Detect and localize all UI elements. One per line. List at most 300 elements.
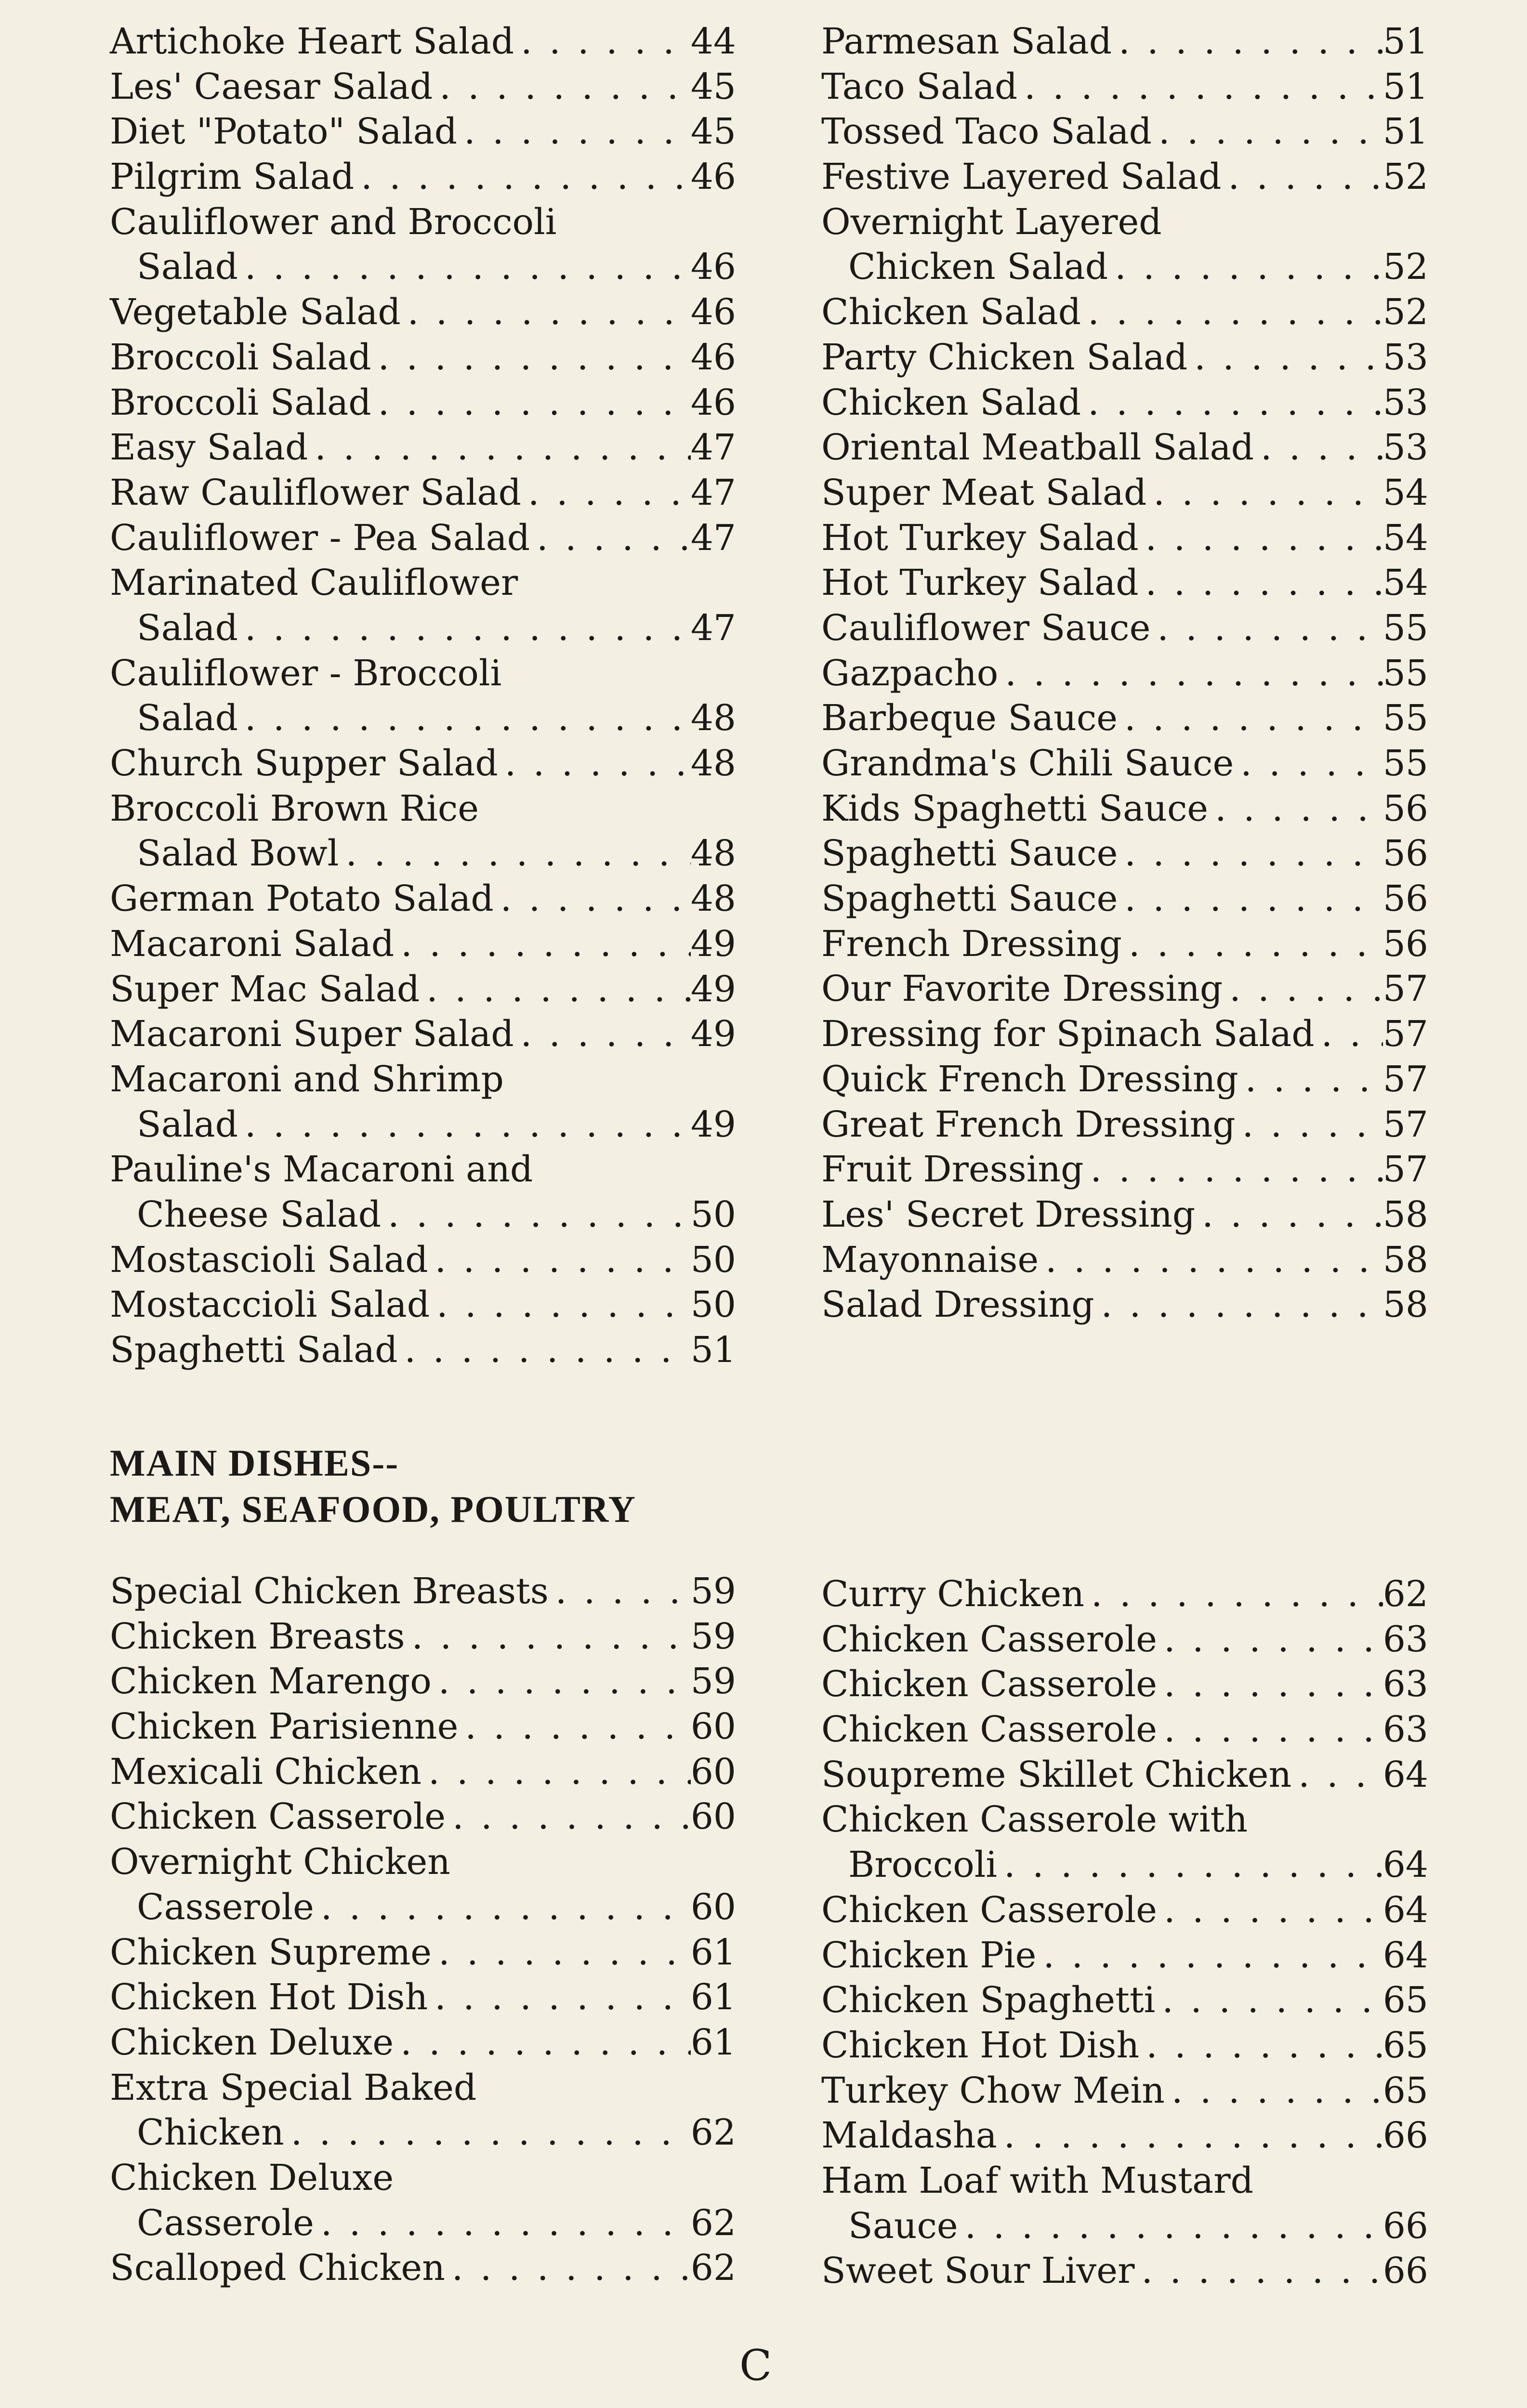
index-entry (110, 2246, 736, 2291)
index-entry (821, 471, 1428, 516)
index-entry (821, 425, 1428, 471)
main-dishes-left-column (110, 1569, 736, 2291)
dot-leader (1084, 1572, 1383, 1617)
dot-leader (1157, 1617, 1383, 1662)
index-entry (821, 1102, 1428, 1148)
entry-title: Church Supper Salad (110, 743, 498, 785)
entry-title: Chicken Casserole (821, 1618, 1158, 1660)
index-entry (110, 516, 736, 561)
entry-page-number: 48 (690, 697, 736, 739)
entry-title-continued: Casserole (137, 1886, 314, 1928)
index-entry (110, 200, 736, 290)
dot-leader (1139, 561, 1383, 606)
dot-leader (1195, 1192, 1383, 1238)
entry-page-number: 55 (1382, 743, 1428, 785)
index-entry (821, 1707, 1428, 1753)
dot-leader (1238, 1057, 1383, 1102)
entry-title: Tossed Taco Salad (821, 111, 1152, 153)
dot-leader (1146, 471, 1383, 516)
index-entry (821, 831, 1428, 877)
dot-leader (1155, 1978, 1382, 2023)
entry-page-number: 66 (1382, 2205, 1428, 2247)
entry-page-number: 55 (1382, 607, 1428, 649)
dot-leader (997, 2113, 1383, 2159)
entry-page-number: 63 (1382, 1709, 1428, 1751)
dot-leader (1187, 335, 1383, 380)
entry-title: Mostascioli Salad (110, 1239, 428, 1281)
entry-page-number: 44 (690, 21, 736, 62)
entry-title: Turkey Chow Mein (821, 2069, 1165, 2111)
dot-leader (1017, 65, 1383, 110)
entry-title: Cauliflower - Broccoli (110, 652, 502, 694)
index-entry (110, 741, 736, 786)
entry-page-number: 56 (1382, 923, 1428, 965)
entry-page-number: 62 (690, 2112, 736, 2154)
entry-title: Cauliflower - Pea Salad (110, 517, 530, 559)
dot-leader (514, 1012, 691, 1057)
dot-leader (394, 922, 691, 967)
dot-leader (405, 1614, 691, 1660)
entry-page-number: 55 (1382, 652, 1428, 694)
entry-page-number: 48 (690, 743, 736, 785)
index-entry (821, 651, 1428, 696)
entry-title-continued: Salad (137, 246, 238, 288)
index-entry (110, 290, 736, 335)
index-entry (821, 1147, 1428, 1192)
entry-page-number: 52 (1382, 246, 1428, 288)
salads-index-right-column (821, 19, 1428, 1328)
index-entry (821, 1238, 1428, 1283)
dot-leader (1118, 696, 1383, 741)
entry-page-number: 59 (690, 1661, 736, 1702)
index-entry (821, 200, 1428, 290)
dot-leader (498, 741, 691, 786)
entry-title: Macaroni Super Salad (110, 1013, 514, 1055)
entry-title-continued: Chicken Salad (848, 246, 1108, 288)
dot-leader (997, 1843, 1383, 1888)
dot-leader (1152, 109, 1383, 155)
index-entry (110, 2156, 736, 2246)
index-entry (110, 19, 736, 65)
entry-title: Spaghetti Sauce (821, 833, 1118, 875)
entry-page-number: 49 (690, 1013, 736, 1055)
entry-page-number: 58 (1382, 1239, 1428, 1281)
entry-title: Super Meat Salad (821, 471, 1147, 513)
dot-leader (354, 155, 691, 200)
entry-title: Parmesan Salad (821, 21, 1112, 62)
index-entry (110, 1283, 736, 1328)
entry-title: Chicken Salad (821, 381, 1081, 423)
index-entry (821, 741, 1428, 786)
entry-title: Mostaccioli Salad (110, 1284, 430, 1326)
entry-page-number: 61 (690, 1976, 736, 2018)
dot-leader (421, 1750, 691, 1795)
entry-page-number: 46 (690, 291, 736, 333)
entry-title: Curry Chicken (821, 1573, 1085, 1615)
dot-leader (521, 471, 691, 516)
entry-title: Chicken Supreme (110, 1931, 432, 1973)
index-entry (821, 2068, 1428, 2114)
entry-page-number: 47 (690, 607, 736, 649)
index-entry (821, 1617, 1428, 1662)
dot-leader (1165, 2068, 1383, 2114)
dot-leader (1157, 1707, 1383, 1753)
index-entry (821, 1753, 1428, 1798)
entry-page-number: 56 (1382, 833, 1428, 875)
dot-leader (381, 1192, 691, 1238)
entry-page-number: 64 (1382, 1934, 1428, 1976)
entry-title: Super Mac Salad (110, 968, 420, 1010)
index-entry (110, 1975, 736, 2020)
index-entry (821, 696, 1428, 741)
dot-leader (238, 245, 691, 290)
index-entry (821, 155, 1428, 200)
dot-leader (371, 380, 691, 426)
index-entry (821, 19, 1428, 65)
index-entry (110, 1794, 736, 1840)
entry-title: Festive Layered Salad (821, 156, 1222, 198)
entry-page-number: 48 (690, 833, 736, 875)
dot-leader (998, 651, 1382, 696)
index-entry (110, 425, 736, 471)
entry-page-number: 64 (1382, 1844, 1428, 1886)
entry-title: Dressing for Spinach Salad (821, 1013, 1315, 1055)
entry-page-number: 60 (690, 1706, 736, 1748)
dot-leader (1150, 606, 1382, 651)
dot-leader (314, 1885, 691, 1930)
dot-leader (1236, 1102, 1383, 1148)
dot-leader (549, 1569, 691, 1614)
entry-title-continued: Broccoli (848, 1844, 998, 1886)
entry-title: Chicken Salad (821, 291, 1081, 333)
entry-title: Chicken Spaghetti (821, 1979, 1156, 2021)
entry-title: Soupreme Skillet Chicken (821, 1754, 1292, 1795)
dot-leader (458, 1704, 690, 1750)
dot-leader (339, 831, 690, 877)
section-heading-line1: MAIN DISHES-- (110, 1442, 399, 1484)
entry-title: Cauliflower Sauce (821, 607, 1151, 649)
dot-leader (401, 290, 691, 335)
entry-page-number: 61 (690, 1931, 736, 1973)
entry-page-number: 50 (690, 1239, 736, 1281)
section-heading (110, 1440, 636, 1532)
entry-page-number: 48 (690, 878, 736, 920)
entry-page-number: 54 (1382, 562, 1428, 604)
index-entry (821, 1012, 1428, 1057)
entry-page-number: 60 (690, 1796, 736, 1838)
dot-leader (1254, 425, 1383, 471)
dot-leader (1291, 1753, 1383, 1798)
entry-page-number: 55 (1382, 697, 1428, 739)
dot-leader (420, 967, 691, 1012)
entry-page-number: 63 (1382, 1618, 1428, 1660)
entry-page-number: 65 (1382, 2024, 1428, 2066)
entry-title: Hot Turkey Salad (821, 517, 1139, 559)
index-entry (821, 2249, 1428, 2294)
dot-leader (1081, 380, 1383, 426)
dot-leader (1223, 967, 1383, 1012)
dot-leader (430, 1283, 691, 1328)
index-entry (110, 651, 736, 741)
dot-leader (530, 516, 691, 561)
entry-title: Les' Secret Dressing (821, 1193, 1196, 1235)
dot-leader (238, 1102, 691, 1148)
index-entry (110, 380, 736, 426)
dot-leader (1036, 1933, 1382, 1978)
dot-leader (1157, 1888, 1383, 1933)
entry-page-number: 59 (690, 1615, 736, 1657)
entry-page-number: 46 (690, 336, 736, 378)
index-entry (821, 2023, 1428, 2068)
index-entry (110, 1930, 736, 1976)
entry-title: Mexicali Chicken (110, 1751, 422, 1793)
entry-title: Chicken Parisienne (110, 1706, 459, 1748)
dot-leader (433, 65, 691, 110)
index-entry (821, 1797, 1428, 1887)
dot-leader (1208, 786, 1383, 832)
entry-title: Chicken Deluxe (110, 2021, 394, 2063)
entry-title: Grandma's Chili Sauce (821, 743, 1234, 785)
entry-page-number: 46 (690, 381, 736, 423)
entry-title: Kids Spaghetti Sauce (821, 787, 1209, 829)
page-section-letter: C (739, 2341, 772, 2390)
entry-title: Ham Loaf with Mustard (821, 2159, 1253, 2201)
entry-title: Mayonnaise (821, 1239, 1039, 1281)
entry-page-number: 53 (1382, 381, 1428, 423)
dot-leader (428, 1975, 691, 2020)
index-entry (821, 1283, 1428, 1328)
entry-title-continued: Casserole (137, 2202, 314, 2244)
index-entry (110, 922, 736, 967)
index-entry (110, 1659, 736, 1704)
entry-page-number: 51 (1382, 65, 1428, 107)
index-entry (821, 1192, 1428, 1238)
index-entry (821, 516, 1428, 561)
index-entry (821, 561, 1428, 606)
entry-title: Party Chicken Salad (821, 336, 1188, 378)
entry-title: Chicken Casserole (110, 1796, 446, 1838)
dot-leader (1234, 741, 1383, 786)
index-entry (110, 2020, 736, 2066)
entry-page-number: 60 (690, 1886, 736, 1928)
entry-title: Fruit Dressing (821, 1149, 1084, 1191)
entry-title: Broccoli Salad (110, 336, 371, 378)
entry-page-number: 49 (690, 968, 736, 1010)
index-entry (821, 1888, 1428, 1933)
index-entry (110, 1614, 736, 1660)
entry-page-number: 62 (1382, 1573, 1428, 1615)
entry-title: Scalloped Chicken (110, 2247, 445, 2289)
dot-leader (958, 2204, 1383, 2249)
dot-leader (1094, 1283, 1383, 1328)
entry-title: Broccoli Salad (110, 381, 371, 423)
index-entry (821, 922, 1428, 967)
entry-title: Overnight Layered (821, 201, 1162, 243)
entry-title: Chicken Casserole (821, 1663, 1158, 1705)
entry-title-continued: Sauce (848, 2205, 958, 2247)
entry-page-number: 62 (690, 2202, 736, 2244)
entry-page-number: 57 (1382, 968, 1428, 1010)
entry-page-number: 47 (690, 517, 736, 559)
entry-title: Special Chicken Breasts (110, 1570, 549, 1612)
entry-title: Barbeque Sauce (821, 697, 1118, 739)
entry-page-number: 54 (1382, 471, 1428, 513)
entry-title: Chicken Deluxe (110, 2157, 394, 2199)
entry-title: Vegetable Salad (110, 291, 401, 333)
index-entry (110, 2066, 736, 2156)
entry-title: Broccoli Brown Rice (110, 787, 479, 829)
entry-page-number: 66 (1382, 2250, 1428, 2292)
entry-page-number: 57 (1382, 1013, 1428, 1055)
entry-title: Diet "Potato" Salad (110, 111, 458, 153)
index-entry (821, 1057, 1428, 1102)
entry-title: Spaghetti Sauce (821, 878, 1118, 920)
entry-title: Les' Caesar Salad (110, 65, 433, 107)
index-entry (110, 1704, 736, 1750)
entry-page-number: 52 (1382, 156, 1428, 198)
entry-title-continued: Salad (137, 607, 238, 649)
entry-title-continued: Salad Bowl (137, 833, 339, 875)
entry-title: Sweet Sour Liver (821, 2250, 1135, 2292)
entry-title: Our Favorite Dressing (821, 968, 1223, 1010)
section-heading-line2: MEAT, SEAFOOD, POULTRY (110, 1488, 636, 1530)
entry-page-number: 57 (1382, 1058, 1428, 1100)
entry-page-number: 57 (1382, 1103, 1428, 1145)
dot-leader (238, 696, 691, 741)
entry-title: French Dressing (821, 923, 1122, 965)
entry-title: Salad Dressing (821, 1284, 1094, 1326)
index-entry (821, 380, 1428, 426)
entry-page-number: 45 (690, 65, 736, 107)
entry-title: Chicken Pie (821, 1934, 1037, 1976)
dot-leader (1108, 245, 1383, 290)
index-entry (110, 1238, 736, 1283)
entry-page-number: 59 (690, 1570, 736, 1612)
dot-leader (1039, 1238, 1383, 1283)
index-entry (821, 2159, 1428, 2249)
dot-leader (371, 335, 691, 380)
entry-title: Quick French Dressing (821, 1058, 1238, 1100)
entry-title: Macaroni Salad (110, 923, 395, 965)
entry-title: Pauline's Macaroni and (110, 1149, 533, 1191)
entry-title-continued: Salad (137, 697, 238, 739)
index-entry (110, 471, 736, 516)
index-entry (110, 1569, 736, 1614)
dot-leader (1118, 831, 1382, 877)
entry-page-number: 64 (1382, 1754, 1428, 1795)
dot-leader (394, 2020, 691, 2066)
index-entry (821, 1572, 1428, 1617)
dot-leader (398, 1328, 691, 1373)
index-entry (821, 1662, 1428, 1707)
entry-page-number: 50 (690, 1284, 736, 1326)
entry-title: Chicken Marengo (110, 1661, 432, 1702)
dot-leader (514, 19, 691, 65)
entry-title: Pilgrim Salad (110, 156, 355, 198)
index-entry (110, 561, 736, 651)
entry-page-number: 46 (690, 156, 736, 198)
entry-page-number: 49 (690, 923, 736, 965)
entry-page-number: 58 (1382, 1193, 1428, 1235)
index-entry (110, 1012, 736, 1057)
index-entry (821, 109, 1428, 155)
dot-leader (284, 2110, 691, 2156)
index-entry (110, 65, 736, 110)
entry-title: Overnight Chicken (110, 1841, 450, 1883)
entry-title: Taco Salad (821, 65, 1018, 107)
entry-page-number: 49 (690, 1103, 736, 1145)
entry-page-number: 53 (1382, 336, 1428, 378)
dot-leader (1112, 19, 1383, 65)
entry-page-number: 50 (690, 1193, 736, 1235)
index-entry (110, 109, 736, 155)
index-entry (821, 786, 1428, 832)
entry-title: German Potato Salad (110, 878, 494, 920)
index-entry (110, 877, 736, 922)
dot-leader (432, 1930, 691, 1976)
dot-leader (432, 1659, 691, 1704)
index-entry (821, 1933, 1428, 1978)
entry-page-number: 61 (690, 2021, 736, 2063)
entry-page-number: 47 (690, 427, 736, 469)
dot-leader (308, 425, 690, 471)
index-entry (821, 335, 1428, 380)
entry-page-number: 56 (1382, 878, 1428, 920)
entry-page-number: 65 (1382, 2069, 1428, 2111)
entry-page-number: 57 (1382, 1149, 1428, 1191)
index-entry (110, 1147, 736, 1237)
index-entry (821, 967, 1428, 1012)
dot-leader (1134, 2249, 1382, 2294)
dot-leader (445, 2246, 691, 2291)
entry-title: Macaroni and Shrimp (110, 1058, 504, 1100)
index-entry (110, 967, 736, 1012)
entry-title-continued: Cheese Salad (137, 1193, 382, 1235)
entry-page-number: 52 (1382, 291, 1428, 333)
entry-title: Marinated Cauliflower (110, 562, 518, 604)
dot-leader (314, 2201, 691, 2246)
dot-leader (494, 877, 691, 922)
dot-leader (238, 606, 691, 651)
entry-page-number: 60 (690, 1751, 736, 1793)
dot-leader (428, 1238, 691, 1283)
index-entry (110, 786, 736, 877)
entry-page-number: 62 (690, 2247, 736, 2289)
entry-title: Chicken Casserole (821, 1709, 1158, 1751)
dot-leader (446, 1794, 691, 1840)
entry-title: Cauliflower and Broccoli (110, 201, 557, 243)
entry-title: Hot Turkey Salad (821, 562, 1139, 604)
entry-title: Raw Cauliflower Salad (110, 471, 522, 513)
index-entry (110, 1328, 736, 1373)
entry-title: Extra Special Baked (110, 2067, 477, 2108)
entry-page-number: 56 (1382, 787, 1428, 829)
entry-page-number: 46 (690, 246, 736, 288)
salads-index-left-column (110, 19, 736, 1373)
entry-title: Spaghetti Salad (110, 1329, 398, 1371)
index-entry (821, 606, 1428, 651)
dot-leader (1221, 155, 1382, 200)
entry-page-number: 53 (1382, 427, 1428, 469)
entry-page-number: 64 (1382, 1889, 1428, 1931)
index-entry (821, 877, 1428, 922)
index-entry (110, 335, 736, 380)
entry-title: Chicken Hot Dish (110, 1976, 428, 2018)
entry-page-number: 58 (1382, 1284, 1428, 1326)
dot-leader (1118, 877, 1382, 922)
entry-page-number: 66 (1382, 2115, 1428, 2157)
entry-page-number: 54 (1382, 517, 1428, 559)
